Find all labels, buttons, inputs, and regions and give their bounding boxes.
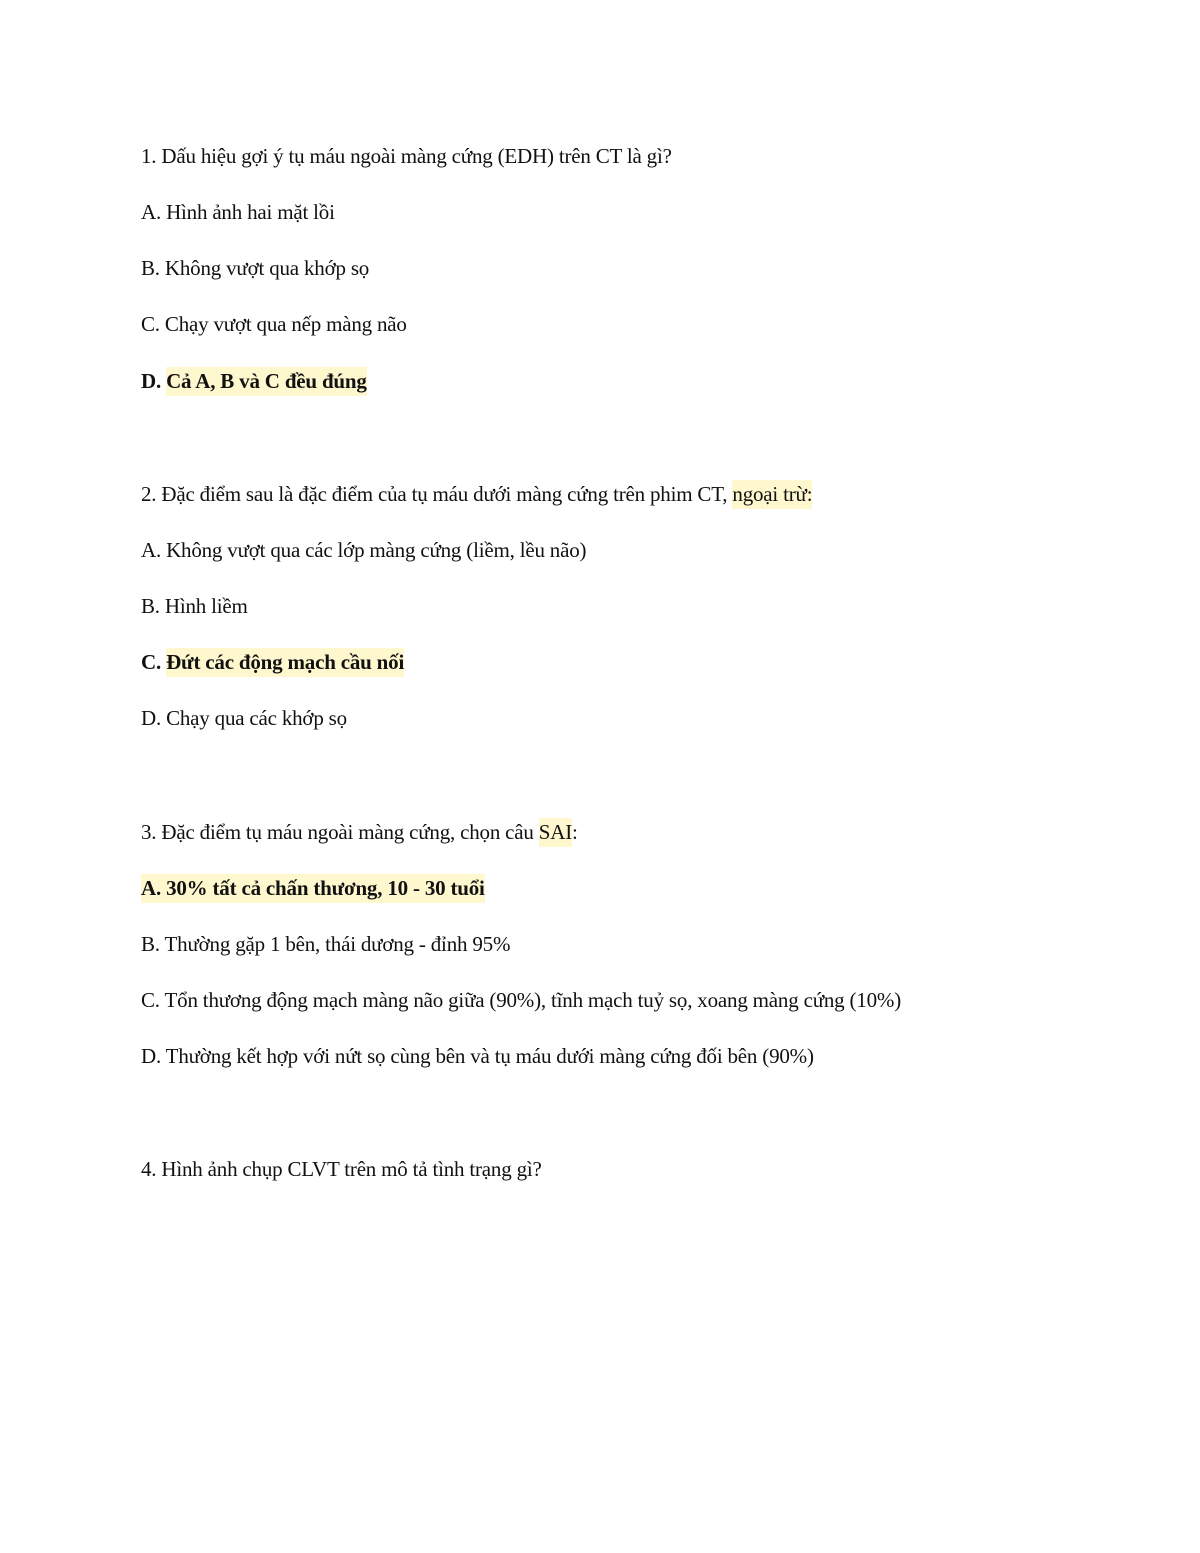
q3-answer-highlight: A. 30% tất cả chấn thương, 10 - 30 tuổi <box>141 874 485 903</box>
q2-option-d-text: D. Chạy qua các khớp sọ <box>141 706 347 730</box>
q3-option-c <box>141 986 901 1014</box>
question-3-text: 3. Đặc điểm tụ máu ngoài màng cứng, chọn câu <box>141 820 539 844</box>
q2-option-a <box>141 536 586 564</box>
q2-option-c-prefix: C. <box>141 650 167 674</box>
q2-answer-highlight: Đứt các động mạch cầu nối <box>166 648 404 677</box>
question-4 <box>141 1155 542 1183</box>
q1-option-d-prefix: D. <box>141 369 167 393</box>
question-2-highlight: ngoại trừ: <box>732 480 812 509</box>
q1-option-c-text: C. Chạy vượt qua nếp màng não <box>141 312 407 336</box>
q3-option-a-correct <box>141 874 485 902</box>
question-3 <box>141 818 578 846</box>
q1-option-a-text: A. Hình ảnh hai mặt lồi <box>141 200 335 224</box>
question-1 <box>141 142 672 170</box>
q3-option-b-text: B. Thường gặp 1 bên, thái dương - đỉnh 95% <box>141 932 511 956</box>
q2-option-d <box>141 704 347 732</box>
q2-option-a-text: A. Không vượt qua các lớp màng cứng (liềm, lều não) <box>141 538 587 562</box>
question-2-text: 2. Đặc điểm sau là đặc điểm của tụ máu dưới màng cứng trên phim CT, <box>141 482 733 506</box>
q1-option-a <box>141 198 335 226</box>
q3-option-b <box>141 930 510 958</box>
q1-option-c <box>141 310 407 338</box>
q1-answer-highlight: Cả A, B và C đều đúng <box>166 367 367 396</box>
q1-option-b <box>141 254 369 282</box>
question-3-suffix: : <box>572 820 578 844</box>
q3-option-d-text: D. Thường kết hợp với nứt sọ cùng bên và tụ máu dưới màng cứng đối bên (90%) <box>141 1044 814 1068</box>
q2-option-c-correct <box>141 648 404 676</box>
q1-option-b-text: B. Không vượt qua khớp sọ <box>141 256 370 280</box>
q1-option-d-correct <box>141 367 367 395</box>
q3-option-d <box>141 1042 814 1070</box>
question-1-text: 1. Dấu hiệu gợi ý tụ máu ngoài màng cứng (EDH) trên CT là gì? <box>141 144 672 168</box>
question-3-highlight: SAI <box>539 818 572 847</box>
question-4-text: 4. Hình ảnh chụp CLVT trên mô tả tình trạng gì? <box>141 1157 542 1181</box>
question-2 <box>141 480 812 508</box>
q2-option-b-text: B. Hình liềm <box>141 594 248 618</box>
q2-option-b <box>141 592 248 620</box>
q3-option-c-text: C. Tổn thương động mạch màng não giữa (90%), tĩnh mạch tuỷ sọ, xoang màng cứng (10%) <box>141 988 902 1012</box>
